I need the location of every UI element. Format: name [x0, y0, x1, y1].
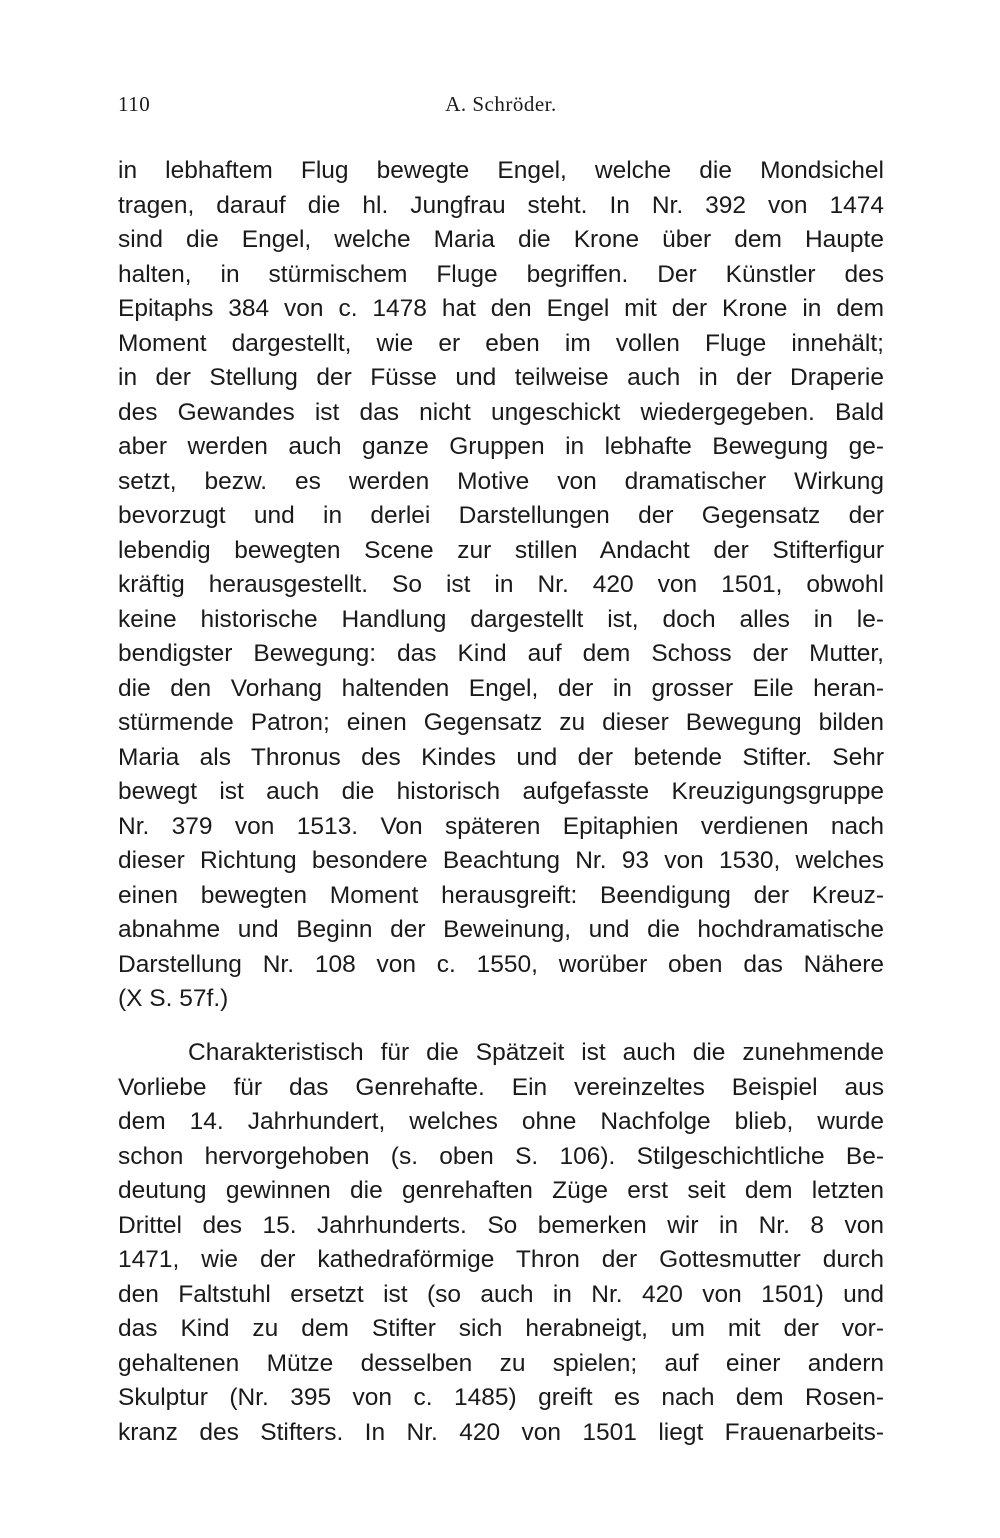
text-line: des Gewandes ist das nicht ungeschickt wiedergegeben. Bald: [118, 398, 884, 426]
text-line: halten, in stürmischem Fluge begriffen. Der Künstler des: [118, 260, 884, 288]
text-line: die den Vorhang haltenden Engel, der in grosser Eile heran-: [118, 674, 884, 702]
text-line: kräftig herausgestellt. So ist in Nr. 420 von 1501, obwohl: [118, 571, 884, 598]
text-line: dem 14. Jahrhundert, welches ohne Nachfolge blieb, wurde: [118, 1108, 884, 1135]
text-line: schon hervorgehoben (s. oben S. 106). Stilgeschichtliche Be-: [118, 1142, 884, 1170]
text-line: Skulptur (Nr. 395 von c. 1485) greift es nach dem Rosen-: [118, 1384, 884, 1411]
text-line: dieser Richtung besondere Beachtung Nr. 93 von 1530, welches: [118, 847, 884, 874]
text-line: den Faltstuhl ersetzt ist (so auch in Nr. 420 von 1501) und: [118, 1280, 884, 1308]
text-line: kranz des Stifters. In Nr. 420 von 1501 liegt Frauenarbeits-: [118, 1418, 884, 1446]
text-line: stürmende Patron; einen Gegensatz zu dieser Bewegung bilden: [118, 709, 884, 736]
text-line: 1471, wie der kathedraförmige Thron der Gottesmutter durch: [118, 1246, 884, 1273]
text-line: gehaltenen Mütze desselben zu spielen; auf einer andern: [118, 1349, 884, 1377]
page-number: 110: [118, 92, 151, 116]
text-line: bendigster Bewegung: das Kind auf dem Schoss der Mutter,: [118, 640, 884, 667]
text-line: abnahme und Beginn der Beweinung, und die hochdramatische: [118, 916, 884, 943]
text-line: Epitaphs 384 von c. 1478 hat den Engel mit der Krone in dem: [118, 295, 884, 322]
text-line: keine historische Handlung dargestellt ist, doch alles in le-: [118, 605, 884, 633]
text-line: in lebhaftem Flug bewegte Engel, welche die Mondsichel: [118, 157, 884, 184]
text-line: setzt, bezw. es werden Motive von dramatischer Wirkung: [118, 467, 884, 495]
text-line: bewegt ist auch die historisch aufgefasste Kreuzigungsgruppe: [118, 778, 884, 805]
text-line: Moment dargestellt, wie er eben im vollen Fluge innehält;: [118, 329, 884, 357]
text-line: sind die Engel, welche Maria die Krone über dem Haupte: [118, 226, 884, 253]
text-line: Charakteristisch für die Spätzeit ist auch die zunehmende: [188, 1039, 884, 1066]
text-line: lebendig bewegten Scene zur stillen Andacht der Stifterfigur: [118, 536, 884, 564]
text-line: deutung gewinnen die genrehaften Züge erst seit dem letzten: [118, 1177, 884, 1204]
running-title: A. Schröder.: [445, 92, 557, 116]
page-header: [118, 92, 884, 124]
text-line: bevorzugt und in derlei Darstellungen der Gegensatz der: [118, 502, 884, 529]
text-line: Vorliebe für das Genrehafte. Ein vereinzeltes Beispiel aus: [118, 1073, 884, 1101]
text-line: (X S. 57f.): [118, 985, 229, 1012]
text-line: Drittel des 15. Jahrhunderts. So bemerken wir in Nr. 8 von: [118, 1211, 884, 1239]
text-line: in der Stellung der Füsse und teilweise auch in der Draperie: [118, 364, 884, 391]
text-line: das Kind zu dem Stifter sich herabneigt, um mit der vor-: [118, 1315, 884, 1342]
text-line: Darstellung Nr. 108 von c. 1550, worüber oben das Nähere: [118, 950, 884, 978]
text-line: Nr. 379 von 1513. Von späteren Epitaphien verdienen nach: [118, 812, 884, 840]
text-line: Maria als Thronus des Kindes und der betende Stifter. Sehr: [118, 743, 884, 771]
text-line: aber werden auch ganze Gruppen in lebhafte Bewegung ge-: [118, 433, 884, 460]
text-line: einen bewegten Moment herausgreift: Beendigung der Kreuz-: [118, 881, 884, 909]
text-line: tragen, darauf die hl. Jungfrau steht. In Nr. 392 von 1474: [118, 191, 884, 219]
